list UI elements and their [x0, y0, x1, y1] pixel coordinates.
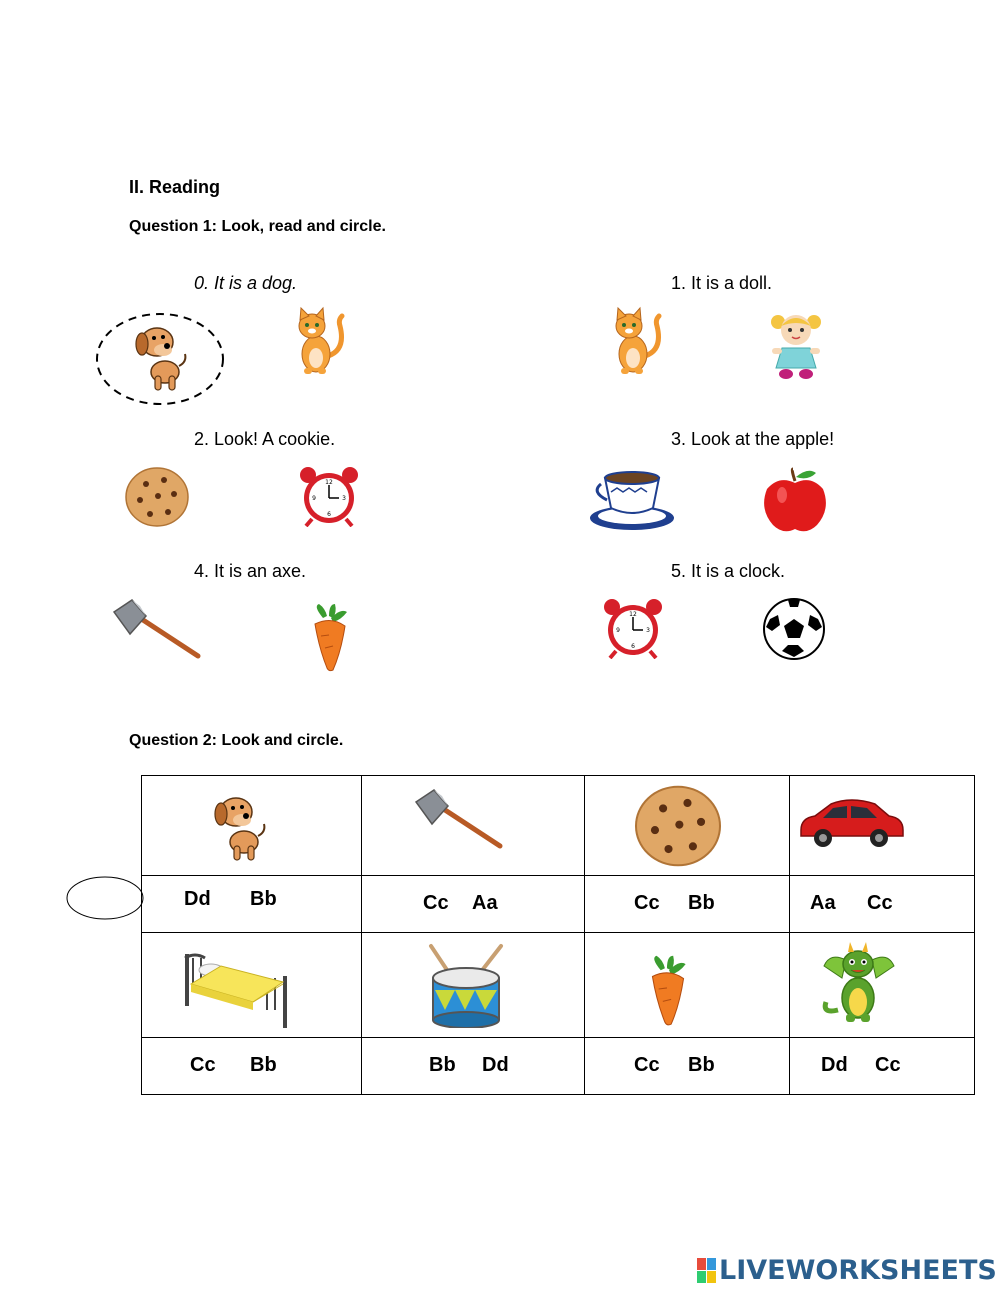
logo-text: LIVEWORKSHEETS: [719, 1254, 997, 1286]
drum-icon: [425, 942, 507, 1028]
teacup-icon[interactable]: [589, 466, 675, 532]
bed-icon: [183, 950, 291, 1030]
cat-icon[interactable]: [605, 306, 665, 376]
svg-text:3: 3: [342, 495, 346, 502]
sentence-2: 2. Look! A cookie.: [194, 429, 336, 449]
choice-2-a[interactable]: Cc: [423, 892, 449, 914]
choice-4-a[interactable]: Aa: [810, 892, 836, 914]
svg-text:6: 6: [327, 511, 331, 518]
choice-1-a[interactable]: Dd: [184, 888, 211, 910]
question-1-title: Question 1: Look, read and circle.: [129, 218, 386, 235]
alarm-clock-icon[interactable]: [600, 597, 666, 659]
choice-6-a[interactable]: Bb: [429, 1054, 456, 1076]
cookie-icon[interactable]: [124, 466, 190, 528]
question-2-title: Question 2: Look and circle.: [129, 732, 344, 749]
cat-icon[interactable]: [288, 306, 348, 376]
answer-circle[interactable]: [66, 876, 144, 920]
dog-icon: [212, 790, 268, 864]
svg-text:9: 9: [616, 627, 620, 634]
liveworksheets-logo: [697, 1255, 997, 1285]
soccer-ball-icon[interactable]: [762, 597, 826, 661]
dog-icon[interactable]: [133, 320, 189, 394]
choice-1-b[interactable]: Bb: [250, 888, 277, 910]
sentence-0: 0. It is a dog.: [194, 273, 298, 293]
cookie-icon: [632, 784, 724, 868]
sentence-4: 4. It is an axe.: [194, 561, 307, 581]
choice-6-b[interactable]: Dd: [482, 1054, 509, 1076]
section-title: II. Reading: [129, 177, 221, 197]
choice-5-a[interactable]: Cc: [190, 1054, 216, 1076]
dragon-icon: [818, 940, 900, 1026]
carrot-icon[interactable]: [303, 602, 357, 672]
car-icon: [797, 796, 905, 848]
alarm-clock-icon[interactable]: [296, 465, 362, 527]
svg-text:12: 12: [325, 479, 333, 486]
svg-text:3: 3: [646, 627, 650, 634]
sentence-3: 3. Look at the apple!: [671, 429, 835, 449]
carrot-icon: [640, 950, 696, 1030]
svg-text:9: 9: [312, 495, 316, 502]
svg-text:12: 12: [629, 611, 637, 618]
choice-4-b[interactable]: Cc: [867, 892, 893, 914]
axe-icon[interactable]: [110, 598, 202, 660]
doll-icon[interactable]: [764, 308, 828, 382]
choice-7-a[interactable]: Cc: [634, 1054, 660, 1076]
sentence-1: 1. It is a doll.: [671, 273, 773, 293]
choice-8-a[interactable]: Dd: [821, 1054, 848, 1076]
choice-7-b[interactable]: Bb: [688, 1054, 715, 1076]
apple-icon[interactable]: [762, 467, 828, 533]
choice-8-b[interactable]: Cc: [875, 1054, 901, 1076]
choice-5-b[interactable]: Bb: [250, 1054, 277, 1076]
choice-2-b[interactable]: Aa: [472, 892, 498, 914]
axe-icon: [412, 788, 504, 850]
choice-3-b[interactable]: Bb: [688, 892, 715, 914]
svg-text:6: 6: [631, 643, 635, 650]
logo-boxes: [697, 1258, 716, 1283]
sentence-5: 5. It is a clock.: [671, 561, 786, 581]
choice-3-a[interactable]: Cc: [634, 892, 660, 914]
